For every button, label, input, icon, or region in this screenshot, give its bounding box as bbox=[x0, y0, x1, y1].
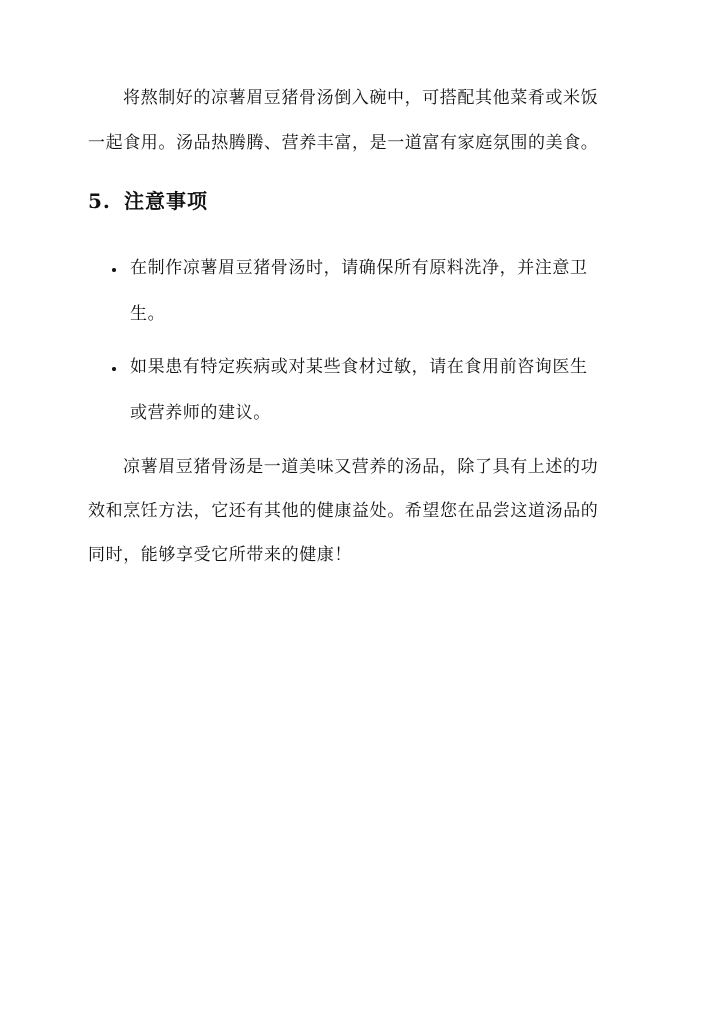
section-heading bbox=[88, 187, 208, 215]
section-number: 5. bbox=[88, 189, 111, 213]
conclusion-line-2: 效和烹饪方法，它还有其他的健康益处。希望您在品尝这道汤品的 bbox=[88, 501, 599, 521]
bullet-2-line-1: 如果患有特定疾病或对某些食材过敏，请在食用前咨询医生 bbox=[130, 357, 588, 377]
bullet-2-line-2: 或营养师的建议。 bbox=[130, 403, 271, 423]
conclusion-line-1: 凉薯眉豆猪骨汤是一道美味又营养的汤品，除了具有上述的功 bbox=[123, 457, 599, 477]
intro-line-1: 将熬制好的凉薯眉豆猪骨汤倒入碗中，可搭配其他菜肴或米饭 bbox=[123, 88, 599, 108]
bullet-1-line-1: 在制作凉薯眉豆猪骨汤时，请确保所有原料洗净，并注意卫 bbox=[130, 258, 588, 278]
bullet-1-line-2: 生。 bbox=[130, 304, 166, 324]
intro-line-2: 一起食用。汤品热腾腾、营养丰富，是一道富有家庭氛围的美食。 bbox=[88, 133, 599, 153]
conclusion-line-3: 同时，能够享受它所带来的健康！ bbox=[88, 545, 352, 565]
section-title: 注意事项 bbox=[124, 189, 208, 213]
